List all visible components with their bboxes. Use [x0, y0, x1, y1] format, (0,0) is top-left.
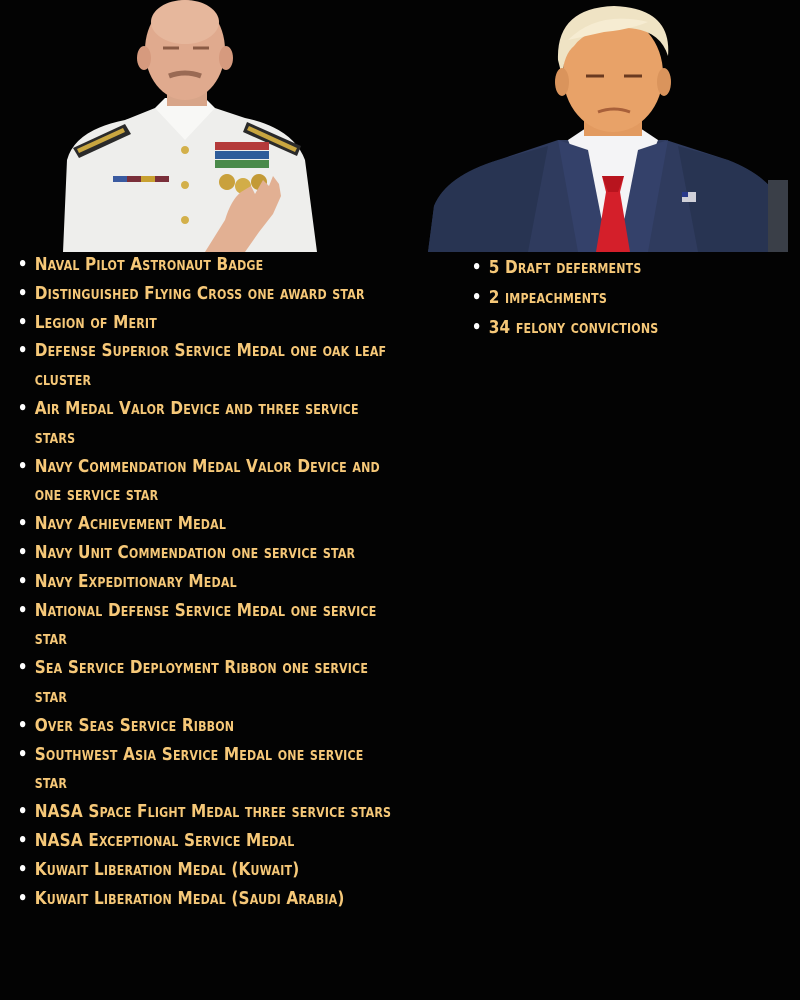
list-item: • NASA Exceptional Service Medal [16, 827, 397, 856]
list-item: • Sea Service Deployment Ribbon one service star [16, 654, 397, 712]
list-item: • Southwest Asia Service Medal one service star [16, 741, 397, 799]
list-item: • Navy Expeditionary Medal [16, 568, 397, 597]
list-item: • NASA Space Flight Medal three service stars [16, 798, 397, 827]
list-item: • 34 felony convictions [470, 313, 785, 343]
list-item: • Navy Achievement Medal [16, 510, 397, 539]
list-item: • Legion of Merit [16, 309, 397, 338]
list-item: • Naval Pilot Astronaut Badge [16, 251, 397, 280]
list-item: • Air Medal Valor Device and three service stars [16, 395, 397, 453]
list-item: • Navy Commendation Medal Valor Device and one service star [16, 453, 397, 511]
list-item: • 2 impeachments [470, 283, 785, 313]
list-item: • Kuwait Liberation Medal (Saudi Arabia) [16, 885, 397, 914]
list-item: • Over Seas Service Ribbon [16, 712, 397, 741]
list-item: • National Defense Service Medal one service star [16, 597, 397, 655]
list-item: • Distinguished Flying Cross one award star [16, 280, 397, 309]
left-achievements-list [16, 251, 397, 913]
list-item: • Navy Unit Commendation one service star [16, 539, 397, 568]
list-item: • Kuwait Liberation Medal (Kuwait) [16, 856, 397, 885]
right-portrait-photo [428, 0, 788, 252]
list-item: • Defense Superior Service Medal one oak leaf cluster [16, 337, 397, 395]
right-record-list [470, 253, 785, 343]
left-portrait-photo [55, 0, 345, 252]
list-item: • 5 Draft deferments [470, 253, 785, 283]
